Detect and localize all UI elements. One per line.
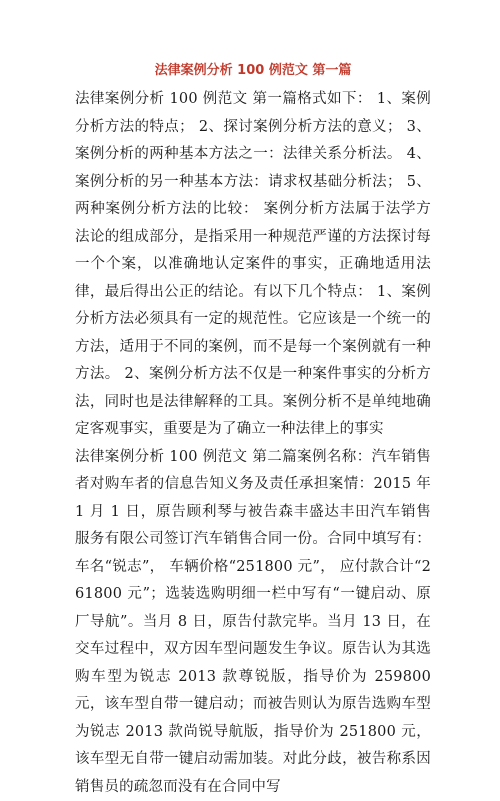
paragraph-1: 法律案例分析 100 例范文 第一篇格式如下： 1、案例分析方法的特点； 2、探讨案例分析方法的意义； 3、案例分析的两种基本方法之一：法律关系分析法。 4、案例分析的另一种基本方法：请求权基础分析法； 5、两种案例分析方法的比较： 案例分析方法属于法学方法论的组成部分，是指采用一种规范严谨的方法探讨每一个个案，以准确地认定案件的事实，正确地适用法律，最后得出公正的结论。有以下几个特点： 1、案例分析方法必须具有一定的规范性。它应该是一个统一的方法，适用于不同的案例，而不是每一个案例就有一种方法。 2、案例分析方法不仅是一种案件事实的分析方法，同时也是法律解释的工具。案例分析不是单纯地确定客观事实，重要是为了确立一种法律上的事实 bbox=[75, 86, 431, 444]
document-page bbox=[75, 62, 431, 801]
document-title: 法律案例分析 100 例范文 第一篇 bbox=[75, 62, 431, 86]
paragraph-2: 法律案例分析 100 例范文 第二篇案例名称：汽车销售者对购车者的信息告知义务及责任承担案情：2015 年 1 月 1 日，原告顾利琴与被告森丰盛达丰田汽车销售服务有限公司签订汽车销售合同一份。合同中填写有：车名“锐志”， 车辆价格“251800 元”， 应付款合计“261800 元”；选装选购明细一栏中写有“一键启动、原厂导航”。当月 8 日，原告付款完毕。当月 13 日，在交车过程中，双方因车型问题发生争议。原告认为其选购车型为锐志 2013 款尊锐版，指导价为 259800 元，该车型自带一键启动；而被告则认为原告选购车型为锐志 2013 款尚锐导航版，指导价为 251800 元，该车型无自带一键启动需加装。对此分歧，被告称系因销售员的疏忽而没有在合同中写 bbox=[75, 444, 431, 801]
